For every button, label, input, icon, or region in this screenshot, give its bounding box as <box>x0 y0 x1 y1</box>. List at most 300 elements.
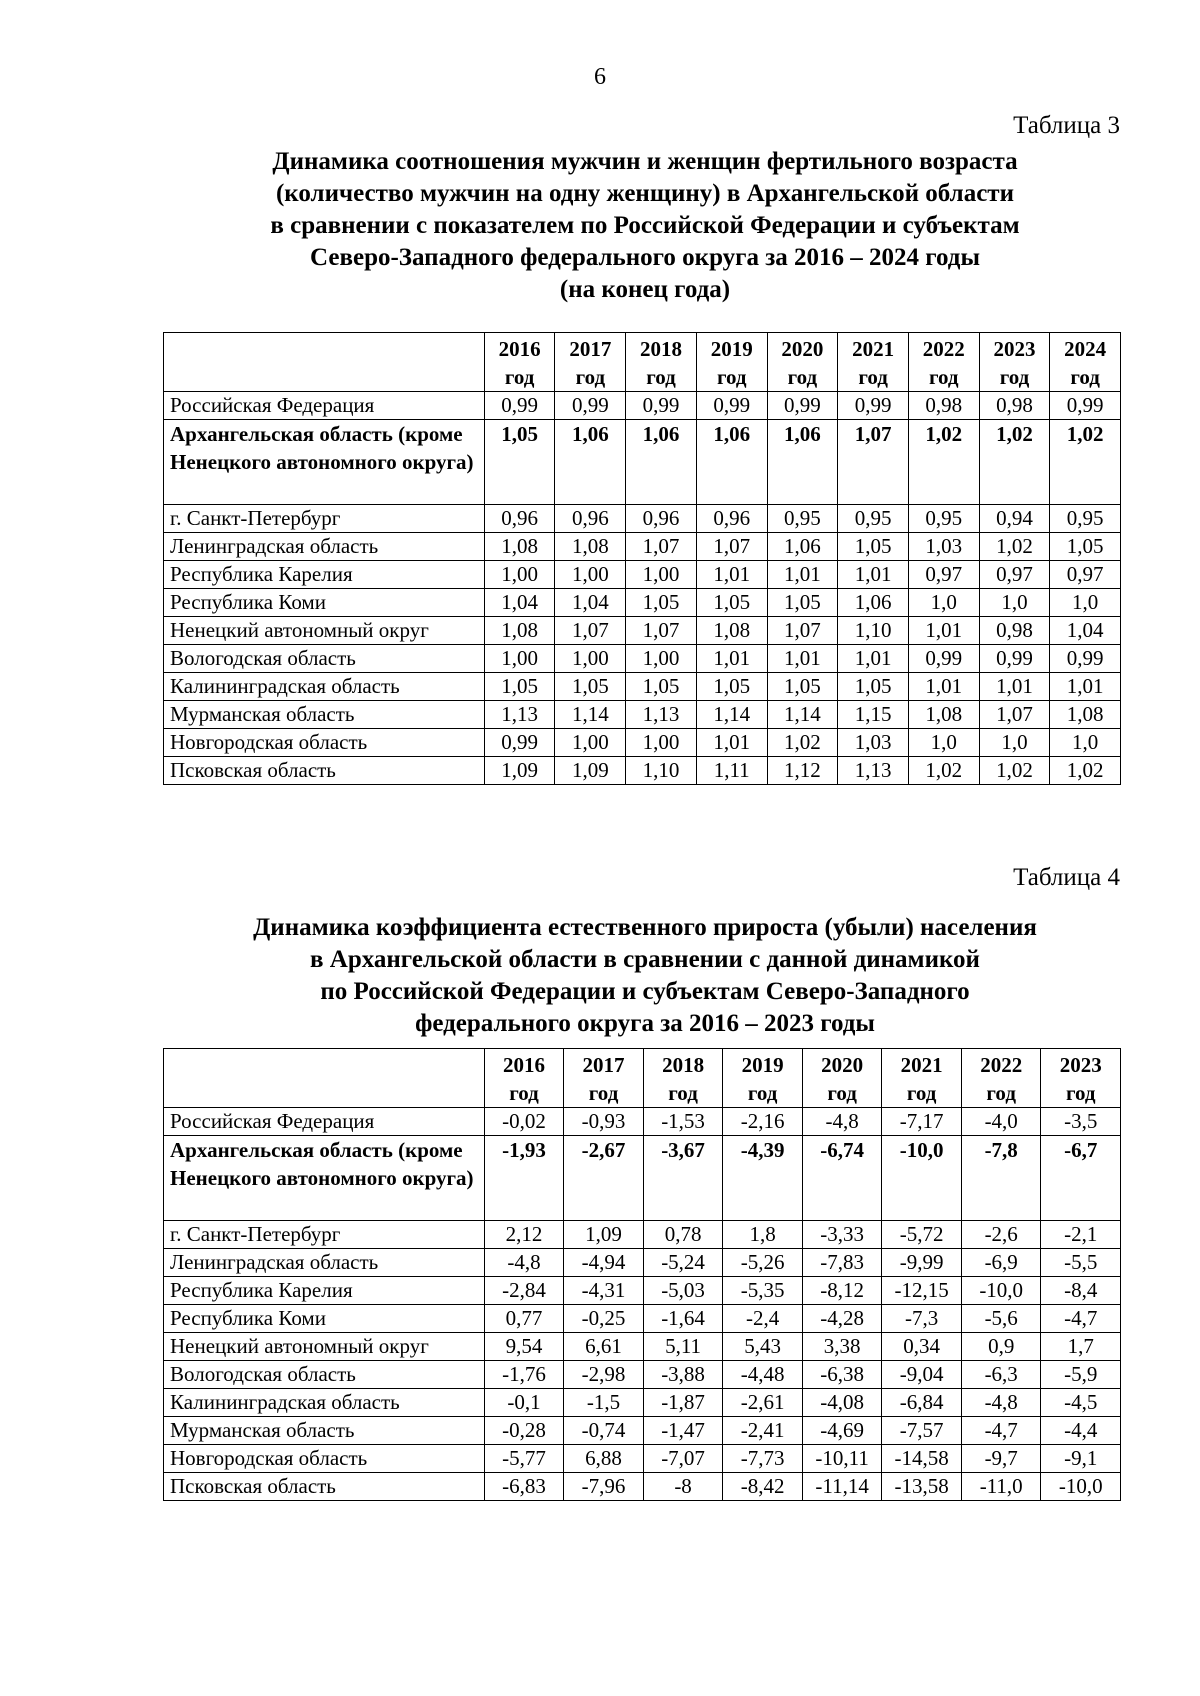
value-cell: 1,05 <box>767 589 838 617</box>
table-row <box>164 533 1121 561</box>
region-name-cell: Новгородская область <box>164 729 485 757</box>
year-header-cell <box>908 333 979 392</box>
value-cell: -3,67 <box>643 1136 723 1221</box>
value-cell: -4,8 <box>484 1249 564 1277</box>
table4-title-line: федерального округа за 2016 – 2023 годы <box>415 1010 875 1037</box>
table-row <box>164 1221 1121 1249</box>
value-cell: 1,08 <box>1050 701 1121 729</box>
year-header-cell <box>767 333 838 392</box>
value-cell: 1,02 <box>1050 757 1121 785</box>
value-cell: 1,10 <box>626 757 697 785</box>
value-cell: -5,72 <box>882 1221 962 1249</box>
value-cell: 1,0 <box>979 589 1050 617</box>
value-cell: -1,47 <box>643 1417 723 1445</box>
value-cell: 0,95 <box>1050 505 1121 533</box>
value-cell: 1,01 <box>696 561 767 589</box>
value-cell: -11,14 <box>802 1473 882 1501</box>
table3-title-line: (количество мужчин на одну женщину) в Архангельской области <box>275 180 1014 207</box>
year-suffix: год <box>858 365 888 389</box>
value-cell: -10,0 <box>882 1136 962 1221</box>
table-row <box>164 1445 1121 1473</box>
table4-header <box>164 1049 1121 1108</box>
value-cell: 0,97 <box>1050 561 1121 589</box>
value-cell: -1,53 <box>643 1108 723 1136</box>
year-header-cell <box>555 333 626 392</box>
value-cell: 0,77 <box>484 1305 564 1333</box>
year-label: 2016 <box>503 1053 546 1077</box>
value-cell: 1,08 <box>908 701 979 729</box>
value-cell: -6,9 <box>961 1249 1041 1277</box>
region-name-cell: Российская Федерация <box>164 1108 485 1136</box>
value-cell: -4,4 <box>1041 1417 1121 1445</box>
value-cell: 1,06 <box>626 420 697 505</box>
value-cell: 1,04 <box>484 589 555 617</box>
year-label: 2018 <box>640 337 683 361</box>
value-cell: 1,7 <box>1041 1333 1121 1361</box>
value-cell: 1,07 <box>626 617 697 645</box>
value-cell: 1,02 <box>979 757 1050 785</box>
value-cell: 0,96 <box>555 505 626 533</box>
value-cell: 6,61 <box>564 1333 644 1361</box>
year-label: 2020 <box>821 1053 864 1077</box>
value-cell: -5,24 <box>643 1249 723 1277</box>
year-header-cell <box>1041 1049 1121 1108</box>
value-cell: 0,97 <box>979 561 1050 589</box>
region-name-cell: Псковская область <box>164 1473 485 1501</box>
region-name-cell: Псковская область <box>164 757 485 785</box>
value-cell: -6,7 <box>1041 1136 1121 1221</box>
value-cell: 0,99 <box>626 392 697 420</box>
value-cell: 1,05 <box>767 673 838 701</box>
value-cell: -6,84 <box>882 1389 962 1417</box>
table-row <box>164 1249 1121 1277</box>
value-cell: -8,4 <box>1041 1277 1121 1305</box>
year-label: 2017 <box>569 337 612 361</box>
value-cell: 1,08 <box>484 533 555 561</box>
value-cell: 1,11 <box>696 757 767 785</box>
header-row <box>164 1049 1121 1108</box>
value-cell: -7,73 <box>723 1445 803 1473</box>
table-row <box>164 757 1121 785</box>
year-header-cell <box>626 333 697 392</box>
year-suffix: год <box>668 1081 698 1105</box>
value-cell: 0,98 <box>979 617 1050 645</box>
value-cell: -1,76 <box>484 1361 564 1389</box>
value-cell: -4,8 <box>802 1108 882 1136</box>
value-cell: -4,7 <box>961 1417 1041 1445</box>
value-cell: 1,01 <box>1050 673 1121 701</box>
table-row <box>164 589 1121 617</box>
value-cell: 1,14 <box>555 701 626 729</box>
table-row <box>164 1333 1121 1361</box>
value-cell: -4,28 <box>802 1305 882 1333</box>
value-cell: 1,09 <box>564 1221 644 1249</box>
header-corner-cell <box>164 333 485 392</box>
region-name-cell: Ненецкий автономный округ <box>164 617 485 645</box>
value-cell: -8,42 <box>723 1473 803 1501</box>
value-cell: 1,01 <box>908 617 979 645</box>
year-suffix: год <box>747 1081 778 1105</box>
value-cell: 0,99 <box>908 645 979 673</box>
value-cell: -10,0 <box>961 1277 1041 1305</box>
region-name-cell: Архангельская область (кроме Ненецкого автономного округа) <box>164 420 485 505</box>
value-cell: -2,1 <box>1041 1221 1121 1249</box>
value-cell: 1,02 <box>767 729 838 757</box>
year-label: 2020 <box>781 337 824 361</box>
value-cell: -2,84 <box>484 1277 564 1305</box>
value-cell: 1,03 <box>908 533 979 561</box>
value-cell: -13,58 <box>882 1473 962 1501</box>
year-suffix: год <box>1065 1081 1096 1105</box>
table4-title-line: Динамика коэффициента естественного прироста (убыли) населения <box>253 914 1037 941</box>
region-name-cell: Республика Карелия <box>164 1277 485 1305</box>
year-suffix: год <box>827 1081 857 1105</box>
year-header-cell <box>643 1049 723 1108</box>
table-row <box>164 617 1121 645</box>
year-header-cell <box>882 1049 962 1108</box>
region-name-cell: Калининградская область <box>164 673 485 701</box>
value-cell: -5,9 <box>1041 1361 1121 1389</box>
value-cell: -5,35 <box>723 1277 803 1305</box>
value-cell: 1,05 <box>555 673 626 701</box>
region-name-cell: Вологодская область <box>164 645 485 673</box>
table-row <box>164 1361 1121 1389</box>
value-cell: 1,09 <box>484 757 555 785</box>
value-cell: -2,6 <box>961 1221 1041 1249</box>
value-cell: 1,00 <box>484 645 555 673</box>
table4-label: Таблица 4 <box>1013 864 1120 891</box>
value-cell: -8 <box>643 1473 723 1501</box>
region-name-cell: Республика Коми <box>164 589 485 617</box>
value-cell: 1,06 <box>767 533 838 561</box>
year-suffix: год <box>588 1081 619 1105</box>
value-cell: -5,03 <box>643 1277 723 1305</box>
value-cell: 1,06 <box>555 420 626 505</box>
region-name-cell: Калининградская область <box>164 1389 485 1417</box>
value-cell: -10,0 <box>1041 1473 1121 1501</box>
table-row <box>164 701 1121 729</box>
value-cell: 1,06 <box>838 589 909 617</box>
value-cell: -7,8 <box>961 1136 1041 1221</box>
year-suffix: год <box>929 365 959 389</box>
value-cell: -4,69 <box>802 1417 882 1445</box>
year-label: 2021 <box>852 337 895 361</box>
year-header-cell <box>484 333 555 392</box>
table-row <box>164 1108 1121 1136</box>
value-cell: 0,99 <box>1050 392 1121 420</box>
value-cell: -2,41 <box>723 1417 803 1445</box>
value-cell: -9,7 <box>961 1445 1041 1473</box>
value-cell: -2,16 <box>723 1108 803 1136</box>
value-cell: -4,8 <box>961 1389 1041 1417</box>
value-cell: -4,39 <box>723 1136 803 1221</box>
value-cell: -3,5 <box>1041 1108 1121 1136</box>
table3-label: Таблица 3 <box>1013 112 1120 139</box>
value-cell: 1,07 <box>696 533 767 561</box>
table3-title-line: в сравнении с показателем по Российской Федерации и субъектам <box>270 212 1020 239</box>
value-cell: 9,54 <box>484 1333 564 1361</box>
region-name-cell: Вологодская область <box>164 1361 485 1389</box>
value-cell: 1,05 <box>838 673 909 701</box>
value-cell: 1,01 <box>767 561 838 589</box>
value-cell: 1,05 <box>626 589 697 617</box>
value-cell: 0,34 <box>882 1333 962 1361</box>
year-header-cell <box>1050 333 1121 392</box>
value-cell: 6,88 <box>564 1445 644 1473</box>
region-name-cell: Ленинградская область <box>164 1249 485 1277</box>
value-cell: -6,83 <box>484 1473 564 1501</box>
value-cell: 1,8 <box>723 1221 803 1249</box>
value-cell: 1,0 <box>1050 589 1121 617</box>
value-cell: 0,99 <box>484 729 555 757</box>
year-label: 2023 <box>1059 1053 1102 1077</box>
year-label: 2019 <box>710 337 753 361</box>
value-cell: 0,78 <box>643 1221 723 1249</box>
value-cell: 1,01 <box>696 645 767 673</box>
value-cell: 0,99 <box>484 392 555 420</box>
table-row <box>164 392 1121 420</box>
year-label: 2024 <box>1064 337 1107 361</box>
value-cell: 1,07 <box>979 701 1050 729</box>
value-cell: 1,05 <box>484 673 555 701</box>
table-row <box>164 673 1121 701</box>
year-header-cell <box>564 1049 644 1108</box>
table3 <box>163 332 1121 785</box>
value-cell: 0,99 <box>555 392 626 420</box>
value-cell: -4,0 <box>961 1108 1041 1136</box>
table4-body <box>164 1108 1121 1501</box>
value-cell: -7,07 <box>643 1445 723 1473</box>
value-cell: 0,99 <box>767 392 838 420</box>
value-cell: 1,05 <box>696 589 767 617</box>
value-cell: 0,96 <box>696 505 767 533</box>
value-cell: 1,08 <box>555 533 626 561</box>
year-suffix: год <box>999 365 1030 389</box>
value-cell: -7,57 <box>882 1417 962 1445</box>
year-label: 2019 <box>741 1053 784 1077</box>
value-cell: 1,07 <box>626 533 697 561</box>
table-row <box>164 1277 1121 1305</box>
value-cell: 1,00 <box>626 561 697 589</box>
table3-header <box>164 333 1121 392</box>
year-label: 2021 <box>900 1053 943 1077</box>
value-cell: 3,38 <box>802 1333 882 1361</box>
value-cell: 0,99 <box>696 392 767 420</box>
table4 <box>163 1048 1121 1501</box>
year-label: 2018 <box>662 1053 705 1077</box>
value-cell: 0,96 <box>626 505 697 533</box>
value-cell: -0,74 <box>564 1417 644 1445</box>
table3-title-line: Северо-Западного федерального округа за 2016 – 2024 годы <box>310 244 980 271</box>
table-row <box>164 645 1121 673</box>
year-suffix: год <box>716 365 747 389</box>
value-cell: -4,31 <box>564 1277 644 1305</box>
year-suffix: год <box>575 365 606 389</box>
value-cell: -2,67 <box>564 1136 644 1221</box>
value-cell: -1,64 <box>643 1305 723 1333</box>
value-cell: 1,13 <box>484 701 555 729</box>
value-cell: 0,97 <box>908 561 979 589</box>
value-cell: 0,95 <box>767 505 838 533</box>
value-cell: -4,94 <box>564 1249 644 1277</box>
value-cell: -9,99 <box>882 1249 962 1277</box>
region-name-cell: г. Санкт-Петербург <box>164 505 485 533</box>
value-cell: 1,01 <box>696 729 767 757</box>
year-suffix: год <box>646 365 676 389</box>
value-cell: -0,25 <box>564 1305 644 1333</box>
value-cell: 0,99 <box>1050 645 1121 673</box>
value-cell: -1,5 <box>564 1389 644 1417</box>
value-cell: 1,00 <box>555 645 626 673</box>
value-cell: 0,99 <box>838 392 909 420</box>
table4-title-line: по Российской Федерации и субъектам Северо-Западного <box>320 978 970 1005</box>
value-cell: 1,04 <box>1050 617 1121 645</box>
header-corner-cell <box>164 1049 485 1108</box>
value-cell: -4,7 <box>1041 1305 1121 1333</box>
value-cell: -12,15 <box>882 1277 962 1305</box>
year-suffix: год <box>1070 365 1100 389</box>
value-cell: -5,6 <box>961 1305 1041 1333</box>
value-cell: -5,26 <box>723 1249 803 1277</box>
value-cell: -5,5 <box>1041 1249 1121 1277</box>
region-name-cell: Ленинградская область <box>164 533 485 561</box>
value-cell: 1,02 <box>1050 420 1121 505</box>
table3-title-line: Динамика соотношения мужчин и женщин фертильного возраста <box>272 148 1018 175</box>
value-cell: 1,00 <box>626 729 697 757</box>
value-cell: 0,96 <box>484 505 555 533</box>
value-cell: 1,10 <box>838 617 909 645</box>
year-label: 2022 <box>980 1053 1023 1077</box>
value-cell: 1,06 <box>696 420 767 505</box>
value-cell: 1,08 <box>484 617 555 645</box>
value-cell: 1,14 <box>696 701 767 729</box>
value-cell: 1,05 <box>1050 533 1121 561</box>
year-header-cell <box>802 1049 882 1108</box>
page-number: 6 <box>594 64 606 90</box>
value-cell: 1,01 <box>838 645 909 673</box>
value-cell: 1,15 <box>838 701 909 729</box>
header-row <box>164 333 1121 392</box>
value-cell: -6,3 <box>961 1361 1041 1389</box>
value-cell: 1,0 <box>979 729 1050 757</box>
value-cell: 1,07 <box>767 617 838 645</box>
value-cell: 1,08 <box>696 617 767 645</box>
value-cell: -0,93 <box>564 1108 644 1136</box>
value-cell: -4,5 <box>1041 1389 1121 1417</box>
table-row <box>164 561 1121 589</box>
table-row <box>164 420 1121 505</box>
value-cell: -2,98 <box>564 1361 644 1389</box>
table4-title-line: в Архангельской области в сравнении с данной динамикой <box>310 946 980 973</box>
value-cell: 1,06 <box>767 420 838 505</box>
value-cell: 0,99 <box>979 645 1050 673</box>
table4-title <box>150 912 1140 1040</box>
value-cell: -1,87 <box>643 1389 723 1417</box>
value-cell: 1,05 <box>484 420 555 505</box>
value-cell: 1,05 <box>838 533 909 561</box>
value-cell: -0,02 <box>484 1108 564 1136</box>
year-suffix: год <box>787 365 818 389</box>
value-cell: 1,02 <box>979 420 1050 505</box>
table3-body <box>164 392 1121 785</box>
value-cell: 1,01 <box>767 645 838 673</box>
value-cell: 1,01 <box>838 561 909 589</box>
value-cell: -0,1 <box>484 1389 564 1417</box>
value-cell: 0,95 <box>838 505 909 533</box>
value-cell: 0,94 <box>979 505 1050 533</box>
year-label: 2022 <box>922 337 965 361</box>
value-cell: 0,9 <box>961 1333 1041 1361</box>
year-suffix: год <box>504 365 535 389</box>
value-cell: 1,0 <box>1050 729 1121 757</box>
value-cell: 1,01 <box>908 673 979 701</box>
value-cell: 1,13 <box>838 757 909 785</box>
value-cell: 5,11 <box>643 1333 723 1361</box>
value-cell: -3,33 <box>802 1221 882 1249</box>
value-cell: 1,0 <box>908 589 979 617</box>
value-cell: -3,88 <box>643 1361 723 1389</box>
value-cell: -7,17 <box>882 1108 962 1136</box>
table-row <box>164 1136 1121 1221</box>
value-cell: 1,14 <box>767 701 838 729</box>
value-cell: -2,4 <box>723 1305 803 1333</box>
value-cell: 1,09 <box>555 757 626 785</box>
year-suffix: год <box>986 1081 1016 1105</box>
value-cell: -9,04 <box>882 1361 962 1389</box>
table-row <box>164 729 1121 757</box>
value-cell: 1,00 <box>484 561 555 589</box>
year-suffix: год <box>509 1081 539 1105</box>
region-name-cell: Новгородская область <box>164 1445 485 1473</box>
value-cell: -2,61 <box>723 1389 803 1417</box>
value-cell: -7,3 <box>882 1305 962 1333</box>
value-cell: -8,12 <box>802 1277 882 1305</box>
value-cell: -0,28 <box>484 1417 564 1445</box>
value-cell: 1,02 <box>979 533 1050 561</box>
year-label: 2017 <box>582 1053 625 1077</box>
year-label: 2023 <box>993 337 1036 361</box>
value-cell: -6,74 <box>802 1136 882 1221</box>
year-header-cell <box>961 1049 1041 1108</box>
value-cell: 1,00 <box>555 561 626 589</box>
value-cell: 2,12 <box>484 1221 564 1249</box>
value-cell: 1,01 <box>979 673 1050 701</box>
value-cell: -5,77 <box>484 1445 564 1473</box>
value-cell: 0,98 <box>908 392 979 420</box>
value-cell: -10,11 <box>802 1445 882 1473</box>
value-cell: -1,93 <box>484 1136 564 1221</box>
year-label: 2016 <box>498 337 541 361</box>
region-name-cell: Республика Коми <box>164 1305 485 1333</box>
value-cell: -14,58 <box>882 1445 962 1473</box>
table3-title-line: (на конец года) <box>559 276 731 303</box>
year-header-cell <box>979 333 1050 392</box>
value-cell: 1,13 <box>626 701 697 729</box>
value-cell: 1,02 <box>908 757 979 785</box>
value-cell: 5,43 <box>723 1333 803 1361</box>
value-cell: 0,98 <box>979 392 1050 420</box>
region-name-cell: Мурманская область <box>164 1417 485 1445</box>
value-cell: 1,04 <box>555 589 626 617</box>
value-cell: 1,12 <box>767 757 838 785</box>
region-name-cell: Архангельская область (кроме Ненецкого автономного округа) <box>164 1136 485 1221</box>
value-cell: 1,05 <box>696 673 767 701</box>
region-name-cell: Российская Федерация <box>164 392 485 420</box>
year-suffix: год <box>906 1081 937 1105</box>
value-cell: -11,0 <box>961 1473 1041 1501</box>
value-cell: -4,48 <box>723 1361 803 1389</box>
table-row <box>164 1473 1121 1501</box>
